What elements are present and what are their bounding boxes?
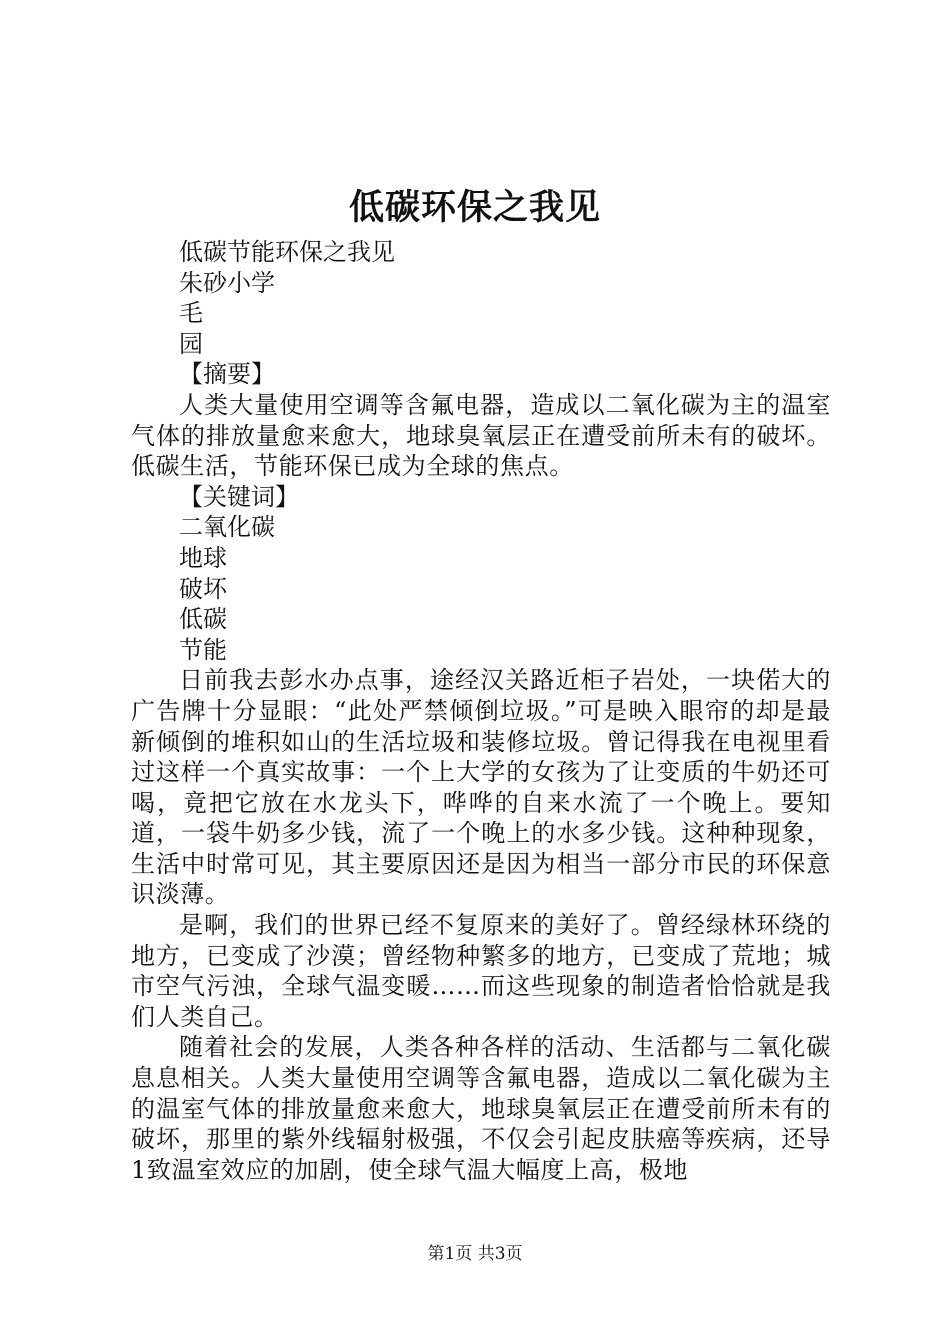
author-line-1: 毛 — [179, 299, 203, 328]
keyword-item: 地球 — [179, 543, 227, 572]
abstract-label: 【摘要】 — [179, 360, 275, 389]
keyword-item: 低碳 — [179, 605, 227, 634]
abstract-text: 人类大量使用空调等含氟电器，造成以二氧化碳为主的温室气体的排放量愈来愈大，地球臭氧层正在遭受前所未有的破坏。低碳生活，节能环保已成为全球的焦点。 — [131, 390, 831, 481]
school-name: 朱砂小学 — [179, 268, 275, 297]
page-footer — [0, 1242, 950, 1266]
body-paragraph: 是啊，我们的世界已经不复原来的美好了。曾经绿林环绕的地方，已变成了沙漠；曾经物种繁多的地方，已变成了荒地；城市空气污浊，全球气温变暖……而这些现象的制造者恰恰就是我们人类自己。 — [131, 911, 831, 1031]
keywords-label: 【关键词】 — [179, 482, 299, 511]
keyword-item: 节能 — [179, 635, 227, 664]
author-line-2: 园 — [179, 329, 203, 358]
body-paragraph: 随着社会的发展，人类各种各样的活动、生活都与二氧化碳息息相关。人类大量使用空调等含氟电器，造成以二氧化碳为主的温室气体的排放量愈来愈大，地球臭氧层正在遭受前所未有的破坏，那里的紫外线辐射极强，不仅会引起皮肤癌等疾病，还导1致温室效应的加剧，使全球气温大幅度上高，极地 — [131, 1033, 831, 1184]
body-paragraph: 日前我去彭水办点事，途经汉关路近柜子岩处，一块偌大的广告牌十分显眼：“此处严禁倾倒垃圾。”可是映入眼帘的却是最新倾倒的堆积如山的生活垃圾和装修垃圾。曾记得我在电视里看过这样一个真实故事：一个上大学的女孩为了让变质的牛奶还可喝，竟把它放在水龙头下，哗哗的自来水流了一个晚上。要知道，一袋牛奶多少钱，流了一个晚上的水多少钱。这种种现象，生活中时常可见，其主要原因还是因为相当一部分市民的环保意识淡薄。 — [131, 666, 831, 909]
keyword-item: 破坏 — [179, 574, 227, 603]
subtitle: 低碳节能环保之我见 — [179, 238, 395, 266]
keyword-item: 二氧化碳 — [179, 513, 275, 542]
page-number: 第1页 共3页 — [427, 1244, 523, 1264]
document-body — [131, 237, 831, 1185]
document-title: 低碳环保之我见 — [348, 187, 601, 228]
